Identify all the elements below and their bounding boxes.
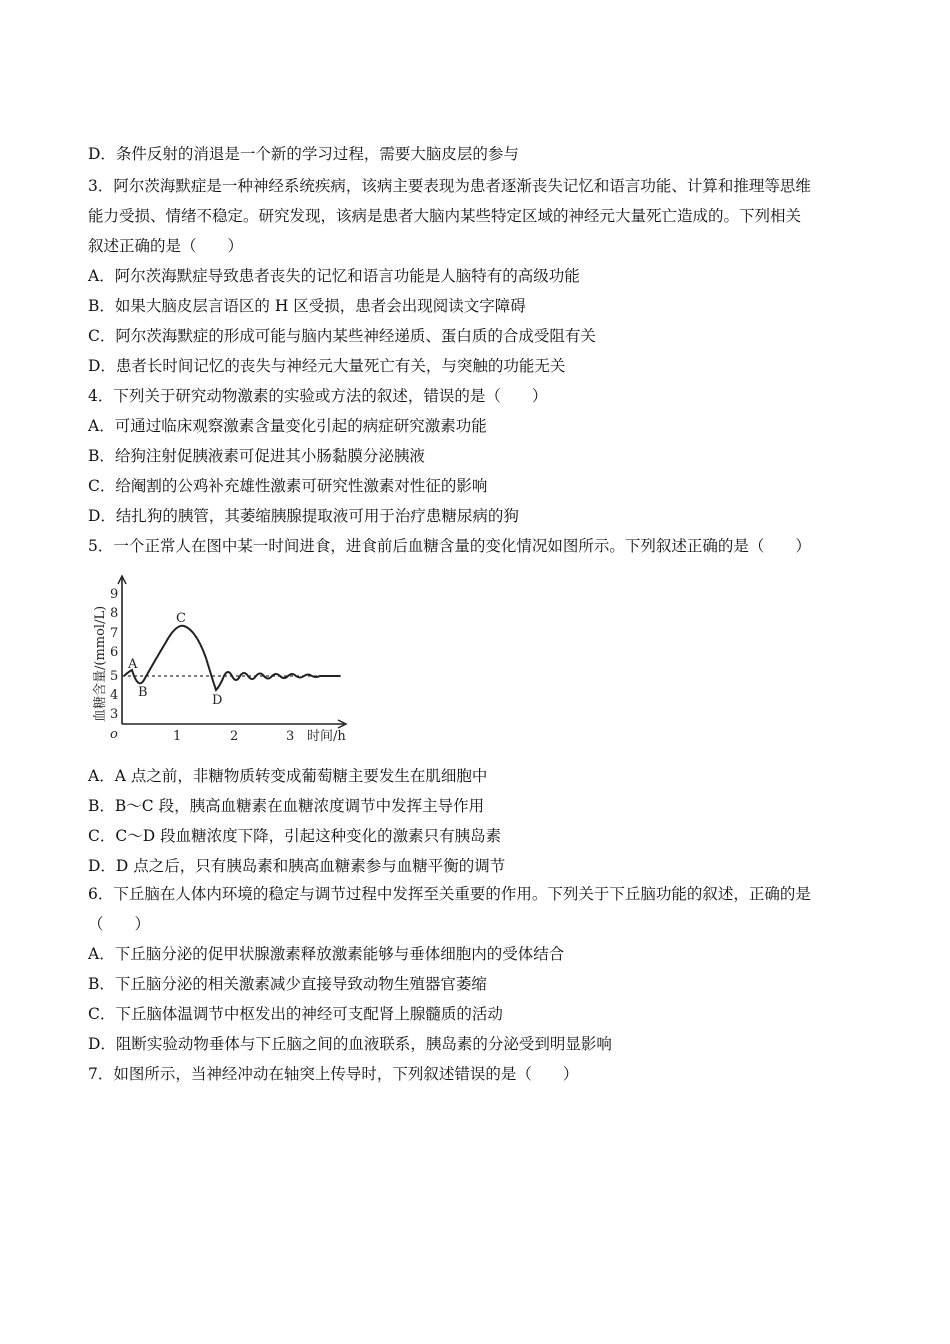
text-line: A．下丘脑分泌的促甲状腺激素释放激素能够与垂体细胞内的受体结合: [88, 945, 565, 963]
glucose-curve: [124, 626, 340, 690]
text-line: 4．下列关于研究动物激素的实验或方法的叙述，错误的是（ ）: [88, 387, 548, 405]
x-tick-3: 3: [286, 729, 295, 744]
text-line: D．患者长时间记忆的丧失与神经元大量死亡有关，与突触的功能无关: [88, 357, 566, 375]
text-line: C．下丘脑体温调节中枢发出的神经可支配肾上腺髓质的活动: [88, 1005, 503, 1023]
text-line: 5．一个正常人在图中某一时间进食，进食前后血糖含量的变化情况如图所示。下列叙述正确的是（ ）: [88, 537, 811, 555]
text-line: 能力受损、情绪不稳定。研究发现，该病是患者大脑内某些特定区域的神经元大量死亡造成的。下列相关: [88, 207, 802, 225]
point-d-label: D: [212, 693, 223, 708]
text-line: C．给阉割的公鸡补充雄性激素可研究性激素对性征的影响: [88, 477, 488, 495]
x-axis-label: 时间/h: [307, 729, 346, 744]
text-line: D．D 点之后，只有胰岛素和胰高血糖素参与血糖平衡的调节: [88, 857, 506, 875]
text-line: 3．阿尔茨海默症是一种神经系统疾病，该病主要表现为患者逐渐丧失记忆和语言功能、计算和推理等思维: [88, 177, 811, 195]
y-tick-8: 8: [110, 606, 119, 621]
text-line: A．A 点之前，非糖物质转变成葡萄糖主要发生在肌细胞中: [88, 767, 488, 785]
text-line: B．给狗注射促胰液素可促进其小肠黏膜分泌胰液: [88, 447, 425, 465]
y-axis-label: 血糖含量/(mmol/L): [93, 605, 108, 722]
x-tick-2: 2: [230, 729, 239, 744]
text-line: 6．下丘脑在人体内环境的稳定与调节过程中发挥至关重要的作用。下列关于下丘脑功能的叙述，正确的是: [88, 885, 811, 903]
y-tick-3: 3: [110, 707, 119, 722]
text-line: B．如果大脑皮层言语区的 H 区受损，患者会出现阅读文字障碍: [88, 297, 526, 315]
text-line: D．结扎狗的胰管，其萎缩胰腺提取液可用于治疗患糖尿病的狗: [88, 507, 519, 525]
y-tick-4: 4: [110, 688, 119, 703]
text-line: D．条件反射的消退是一个新的学习过程，需要大脑皮层的参与: [88, 145, 519, 163]
text-line: 叙述正确的是（ ）: [88, 237, 244, 255]
text-line: A．阿尔茨海默症导致患者丧失的记忆和语言功能是人脑特有的高级功能: [88, 267, 580, 285]
point-c-label: C: [176, 611, 186, 626]
blood-glucose-graph: [93, 572, 360, 747]
y-tick-5: 5: [110, 669, 119, 684]
text-line: C．C～D 段血糖浓度下降，引起这种变化的激素只有胰岛素: [88, 827, 502, 845]
point-a-label: A: [128, 657, 138, 672]
origin-label: o: [110, 727, 118, 742]
text-line: C．阿尔茨海默症的形成可能与脑内某些神经递质、蛋白质的合成受阻有关: [88, 327, 596, 345]
text-line: 7．如图所示，当神经冲动在轴突上传导时，下列叙述错误的是（ ）: [88, 1065, 579, 1083]
y-tick-9: 9: [110, 587, 119, 602]
text-line: （ ）: [88, 915, 151, 933]
graph-svg: [93, 572, 360, 747]
x-tick-1: 1: [173, 729, 182, 744]
text-line: B．下丘脑分泌的相关激素减少直接导致动物生殖器官萎缩: [88, 975, 487, 993]
text-line: A．可通过临床观察激素含量变化引起的病症研究激素功能: [88, 417, 487, 435]
y-tick-6: 6: [110, 645, 119, 660]
point-b-label: B: [138, 685, 148, 700]
text-line: D．阻断实验动物垂体与下丘脑之间的血液联系，胰岛素的分泌受到明显影响: [88, 1035, 612, 1053]
y-tick-7: 7: [110, 626, 119, 641]
text-line: B．B～C 段，胰高血糖素在血糖浓度调节中发挥主导作用: [88, 797, 485, 815]
y-tick-labels: [110, 587, 118, 722]
